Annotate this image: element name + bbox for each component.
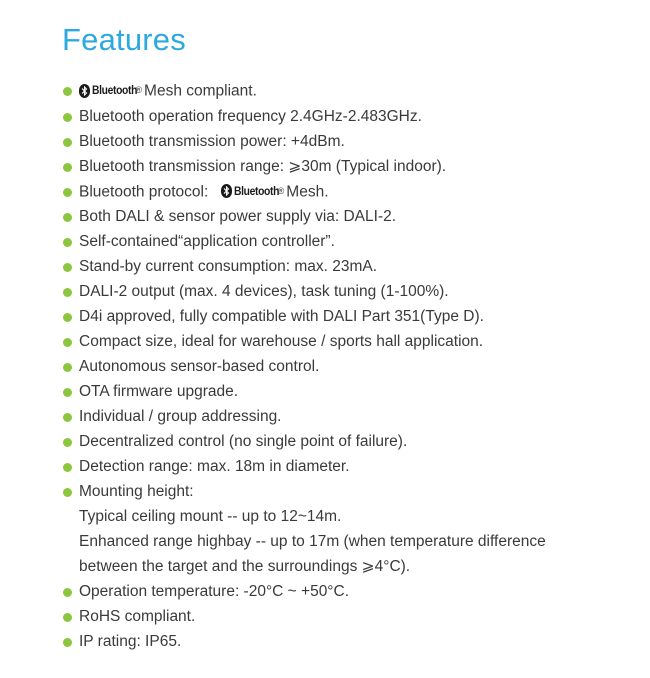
feature-text: Detection range: max. 18m in diameter. xyxy=(79,458,350,475)
mounting-detail-line: Enhanced range highbay -- up to 17m (when temperature difference xyxy=(79,533,546,550)
list-item xyxy=(62,629,622,654)
list-item xyxy=(62,179,622,205)
mounting-detail-line: between the target and the surroundings ⩾4°C). xyxy=(79,558,411,575)
bullet-icon xyxy=(63,313,72,322)
bullet-icon xyxy=(63,138,72,147)
list-item xyxy=(62,579,622,604)
bullet-icon xyxy=(63,363,72,372)
feature-text: Bluetooth transmission power: +4dBm. xyxy=(79,132,345,150)
list-item xyxy=(62,429,622,454)
feature-text: Individual / group addressing. xyxy=(79,408,282,425)
list-item xyxy=(62,204,622,229)
bullet-icon xyxy=(63,463,72,472)
list-item xyxy=(62,404,622,429)
bullet-icon xyxy=(63,488,72,497)
feature-text: D4i approved, fully compatible with DALI Part 351(Type D). xyxy=(79,308,484,325)
bluetooth-wordmark: Bluetooth xyxy=(234,183,280,198)
feature-text-suffix: Mesh. xyxy=(286,183,329,200)
bullet-icon xyxy=(63,163,72,172)
mounting-detail-line: Typical ceiling mount -- up to 12~14m. xyxy=(79,508,342,525)
bullet-icon xyxy=(63,188,72,197)
bullet-icon xyxy=(63,263,72,272)
bullet-icon xyxy=(63,238,72,247)
list-item xyxy=(62,354,622,379)
feature-text: Bluetooth protocol: xyxy=(79,183,209,200)
feature-text: Mesh compliant. xyxy=(144,82,257,100)
feature-text: OTA firmware upgrade. xyxy=(79,383,239,400)
list-item xyxy=(62,604,622,629)
feature-text: Bluetooth transmission range: ⩾30m (Typical indoor). xyxy=(79,157,447,175)
feature-text: DALI-2 output (max. 4 devices), task tuning (1-100%). xyxy=(79,283,449,300)
bullet-icon xyxy=(63,613,72,622)
feature-text: Both DALI & sensor power supply via: DALI-2. xyxy=(79,208,397,225)
feature-text: IP rating: IP65. xyxy=(79,633,182,650)
bluetooth-logo xyxy=(221,179,285,204)
list-item xyxy=(62,154,622,179)
list-item xyxy=(62,329,622,354)
bullet-icon xyxy=(63,87,72,96)
feature-text: Bluetooth operation frequency 2.4GHz-2.483GHz. xyxy=(79,107,422,125)
bullet-icon xyxy=(63,638,72,647)
bullet-icon xyxy=(63,113,72,122)
list-item xyxy=(62,254,622,279)
list-item xyxy=(62,129,622,154)
feature-text: Self-contained“application controller”. xyxy=(79,233,335,250)
registered-mark: ® xyxy=(277,185,285,196)
bullet-icon xyxy=(63,588,72,597)
bluetooth-icon xyxy=(79,84,90,98)
feature-text: Compact size, ideal for warehouse / sports hall application. xyxy=(79,333,484,350)
list-item xyxy=(62,104,622,129)
feature-text: Decentralized control (no single point of failure). xyxy=(79,433,408,450)
bullet-icon xyxy=(63,338,72,347)
registered-mark: ® xyxy=(135,85,143,95)
bluetooth-wordmark: Bluetooth xyxy=(92,83,138,97)
list-item xyxy=(62,279,622,304)
feature-list xyxy=(62,78,622,654)
list-item xyxy=(62,379,622,404)
feature-text: RoHS compliant. xyxy=(79,608,196,625)
bullet-icon xyxy=(63,388,72,397)
bluetooth-icon xyxy=(221,184,232,198)
page-title: Features xyxy=(62,22,186,57)
bullet-icon xyxy=(63,213,72,222)
bullet-icon xyxy=(63,438,72,447)
feature-text: Autonomous sensor-based control. xyxy=(79,358,320,375)
list-item xyxy=(62,454,622,479)
list-item xyxy=(62,479,622,579)
list-item xyxy=(62,78,622,104)
feature-text: Mounting height: xyxy=(79,483,194,500)
bullet-icon xyxy=(63,413,72,422)
list-item xyxy=(62,304,622,329)
list-item xyxy=(62,229,622,254)
bullet-icon xyxy=(63,288,72,297)
feature-text: Stand-by current consumption: max. 23mA. xyxy=(79,258,378,275)
feature-text: Operation temperature: -20°C ~ +50°C. xyxy=(79,583,350,600)
bluetooth-logo xyxy=(79,78,143,103)
